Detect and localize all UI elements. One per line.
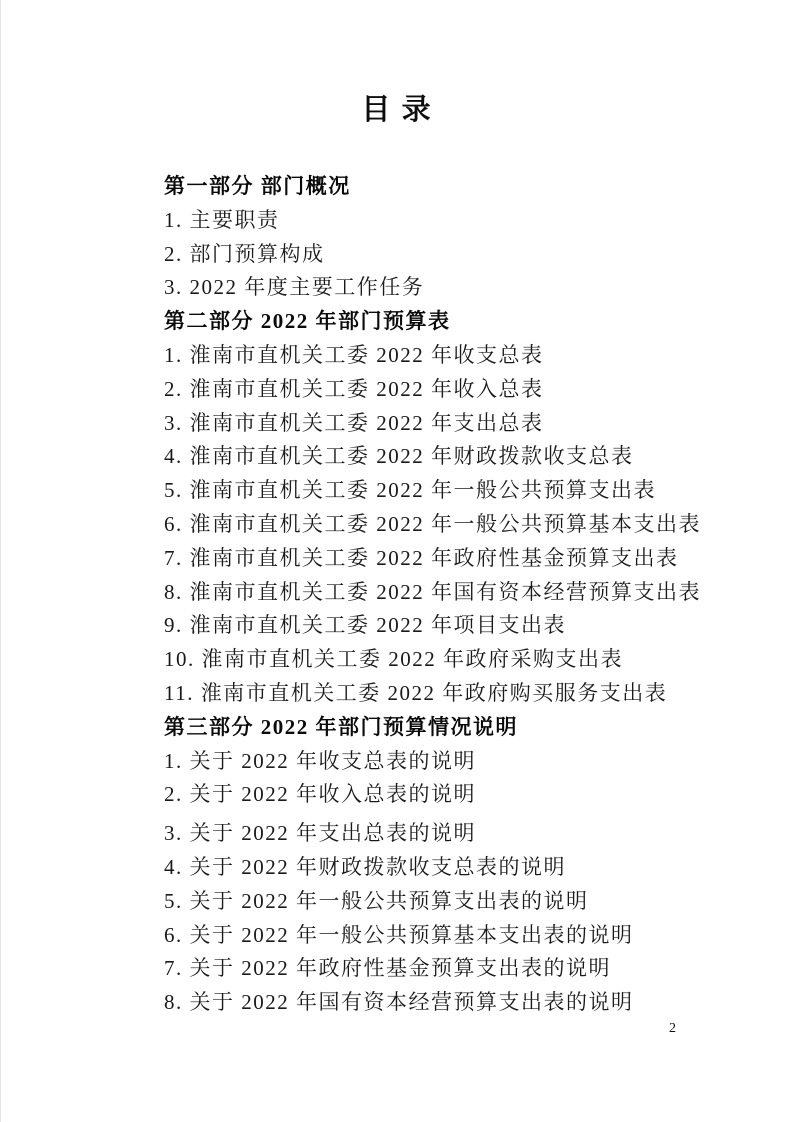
toc-item: 10. 淮南市直机关工委 2022 年政府采购支出表 [164,647,623,672]
toc-item: 4. 淮南市直机关工委 2022 年财政拨款收支总表 [164,444,634,469]
toc-item: 3. 关于 2022 年支出总表的说明 [164,821,476,846]
toc-item: 7. 关于 2022 年政府性基金预算支出表的说明 [164,956,611,981]
toc-item: 2. 淮南市直机关工委 2022 年收入总表 [164,376,544,401]
toc-item: 3. 2022 年度主要工作任务 [164,275,425,300]
toc-item: 1. 主要职责 [164,207,280,232]
toc-item: 5. 淮南市直机关工委 2022 年一般公共预算支出表 [164,478,656,503]
toc-item: 6. 淮南市直机关工委 2022 年一般公共预算基本支出表 [164,511,701,536]
toc-item: 8. 淮南市直机关工委 2022 年国有资本经营预算支出表 [164,579,701,604]
page-title: 目 录 [361,94,433,126]
section-heading-part1: 第一部分 部门概况 [164,174,351,198]
toc-item: 6. 关于 2022 年一般公共预算基本支出表的说明 [164,922,634,947]
toc-item: 7. 淮南市直机关工委 2022 年政府性基金预算支出表 [164,545,679,570]
toc-item: 1. 淮南市直机关工委 2022 年收支总表 [164,342,544,367]
toc-item: 2. 部门预算构成 [164,241,325,266]
section-heading-part3: 第三部分 2022 年部门预算情况说明 [164,714,518,739]
toc-item: 5. 关于 2022 年一般公共预算支出表的说明 [164,888,589,913]
toc-item: 1. 关于 2022 年收支总表的说明 [164,748,476,773]
toc-item: 9. 淮南市直机关工委 2022 年项目支出表 [164,613,566,638]
table-of-contents [164,170,701,1020]
toc-item: 3. 淮南市直机关工委 2022 年支出总表 [164,410,544,435]
toc-item: 4. 关于 2022 年财政拨款收支总表的说明 [164,854,566,879]
toc-item: 11. 淮南市直机关工委 2022 年政府购买服务支出表 [164,680,668,705]
toc-item: 2. 关于 2022 年收入总表的说明 [164,782,476,807]
toc-item: 8. 关于 2022 年国有资本经营预算支出表的说明 [164,990,634,1015]
page-number: 2 [669,1021,676,1036]
section-heading-part2: 第二部分 2022 年部门预算表 [164,309,451,334]
